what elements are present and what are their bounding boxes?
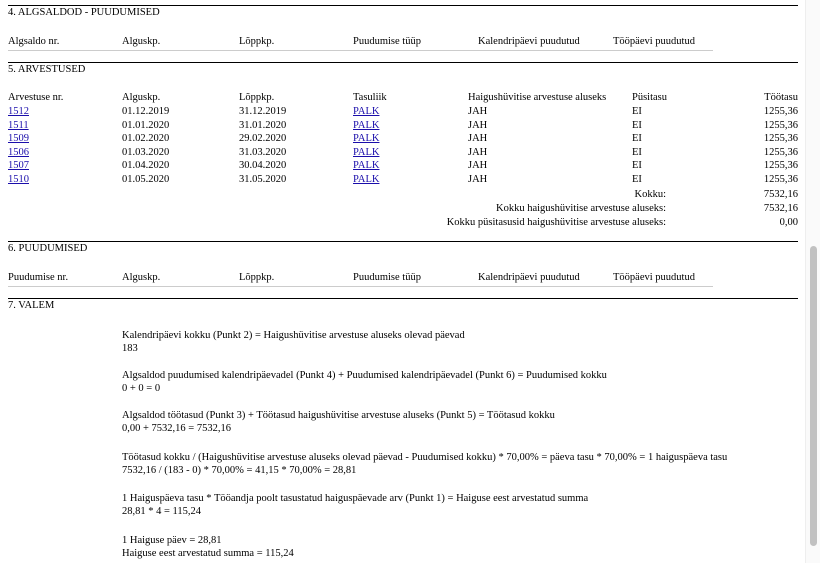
total-label-kokku: Kokku: [634,189,666,200]
cell-pusitasu: EI [632,146,642,158]
cell-tasuliik[interactable]: PALK [353,133,380,144]
cell-pusitasu: EI [632,133,642,144]
header-toopaevi: Tööpäevi puudutud [613,36,695,47]
cell-tasuliik[interactable]: PALK [353,119,380,131]
cell-tootasu: 1255,36 [763,119,798,131]
section-title-valem: 7. VALEM [8,300,55,311]
cell-loppkp: 31.01.2020 [239,119,287,131]
total-label-alus: Kokku haigushüvitise arvestuse aluseks: [495,203,666,214]
header-puudumise-tyyp: Puudumise tüüp [353,272,421,283]
header-tootasu: Töötasu [764,92,798,103]
cell-alguskp: 01.01.2020 [122,119,170,131]
cell-haigushyvitise-alus: JAH [468,106,488,117]
total-value-kokku: 7532,16 [763,189,798,200]
cell-loppkp: 29.02.2020 [239,133,287,144]
cell-loppkp: 30.04.2020 [239,160,287,171]
header-puudumise-tyyp: Puudumise tüüp [353,36,421,47]
cell-pusitasu: EI [632,160,642,171]
cell-haigushyvitise-alus: JAH [468,173,488,185]
cell-alguskp: 01.12.2019 [122,106,170,117]
cell-haigushyvitise-alus: JAH [468,119,488,131]
formula-line-6: 1 Haiguse päev = 28,81 [122,535,222,546]
cell-pusitasu: EI [632,106,642,117]
total-label-pusitasud: Kokku püsitasusid haigushüvitise arvestuse aluseks: [446,217,666,228]
cell-loppkp: 31.05.2020 [239,173,287,185]
formula-result-3: 0,00 + 7532,16 = 7532,16 [122,423,231,434]
cell-tootasu: 1255,36 [763,133,798,144]
section-divider [8,62,798,63]
header-algsaldo-nr: Algsaldo nr. [8,36,60,47]
section-divider [8,298,798,299]
header-alguskp: Alguskp. [122,36,161,47]
formula-line-3: Algsaldod töötasud (Punkt 3) + Töötasud haigushüvitise arvestuse aluseks (Punkt 5) = Töötasud kokku [122,410,555,421]
header-loppkp: Lõppkp. [239,92,275,103]
header-underline [8,50,713,51]
cell-tootasu: 1255,36 [763,106,798,117]
formula-result-6: Haiguse eest arvestatud summa = 115,24 [122,548,294,559]
total-value-alus: 7532,16 [763,203,798,214]
cell-loppkp: 31.12.2019 [239,106,287,117]
section-title-algsaldod: 4. ALGSALDOD - PUUDUMISED [8,7,160,18]
cell-haigushyvitise-alus: JAH [468,146,488,158]
cell-haigushyvitise-alus: JAH [468,160,488,171]
cell-alguskp: 01.05.2020 [122,173,170,185]
header-loppkp: Lõppkp. [239,272,275,283]
cell-arvestuse-nr[interactable]: 1506 [8,146,29,158]
section-title-arvestused: 5. ARVESTUSED [8,64,86,75]
cell-tasuliik[interactable]: PALK [353,173,380,185]
cell-arvestuse-nr[interactable]: 1510 [8,173,29,185]
section-divider [8,241,798,242]
cell-tasuliik[interactable]: PALK [353,146,380,158]
section-title-puudumised: 6. PUUDUMISED [8,243,88,254]
header-arvestuse-nr: Arvestuse nr. [8,92,64,103]
cell-alguskp: 01.02.2020 [122,133,170,144]
formula-line-4: Töötasud kokku / (Haigushüvitise arvestuse aluseks olevad päevad - Puudumised kokku) * 70,00% = päeva tasu * 70,00% = 1 haiguspäeva tasu [122,452,728,463]
formula-line-5: 1 Haiguspäeva tasu * Tööandja poolt tasustatud haiguspäevade arv (Punkt 1) = Haiguse eest arvestatud summa [122,493,589,504]
header-tasuliik: Tasuliik [353,92,387,103]
header-puudumise-nr: Puudumise nr. [8,272,69,283]
section-divider [8,5,798,6]
cell-arvestuse-nr[interactable]: 1509 [8,133,29,144]
formula-result-5: 28,81 * 4 = 115,24 [122,506,202,517]
header-kalendripaevi: Kalendripäevi puudutud [478,36,580,47]
cell-loppkp: 31.03.2020 [239,146,287,158]
scrollbar-thumb[interactable] [810,246,817,546]
cell-tasuliik[interactable]: PALK [353,160,380,171]
formula-line-1: Kalendripäevi kokku (Punkt 2) = Haigushüvitise arvestuse aluseks olevad päevad [122,330,465,341]
cell-tootasu: 1255,36 [763,146,798,158]
formula-result-1: 183 [122,343,138,354]
cell-alguskp: 01.04.2020 [122,160,170,171]
formula-result-4: 7532,16 / (183 - 0) * 70,00% = 41,15 * 70,00% = 28,81 [122,465,357,476]
cell-arvestuse-nr[interactable]: 1511 [8,119,29,131]
cell-tootasu: 1255,36 [763,173,798,185]
cell-pusitasu: EI [632,173,642,185]
formula-line-2: Algsaldod puudumised kalendripäevadel (Punkt 4) + Puudumised kalendripäevadel (Punkt 6) = Puudumised kokku [122,370,607,381]
header-pusitasu: Püsitasu [632,92,668,103]
cell-tasuliik[interactable]: PALK [353,106,380,117]
cell-pusitasu: EI [632,119,642,131]
header-loppkp: Lõppkp. [239,36,275,47]
cell-alguskp: 01.03.2020 [122,146,170,158]
scrollbar-track[interactable] [805,0,820,563]
cell-arvestuse-nr[interactable]: 1507 [8,160,29,171]
header-toopaevi: Tööpäevi puudutud [613,272,695,283]
formula-result-2: 0 + 0 = 0 [122,383,161,394]
header-haigushyvitise-alus: Haigushüvitise arvestuse aluseks [468,92,607,103]
cell-haigushyvitise-alus: JAH [468,133,488,144]
header-alguskp: Alguskp. [122,92,161,103]
cell-tootasu: 1255,36 [763,160,798,171]
total-value-pusitasud: 0,00 [779,217,798,228]
header-kalendripaevi: Kalendripäevi puudutud [478,272,580,283]
header-alguskp: Alguskp. [122,272,161,283]
header-underline [8,286,713,287]
cell-arvestuse-nr[interactable]: 1512 [8,106,29,117]
